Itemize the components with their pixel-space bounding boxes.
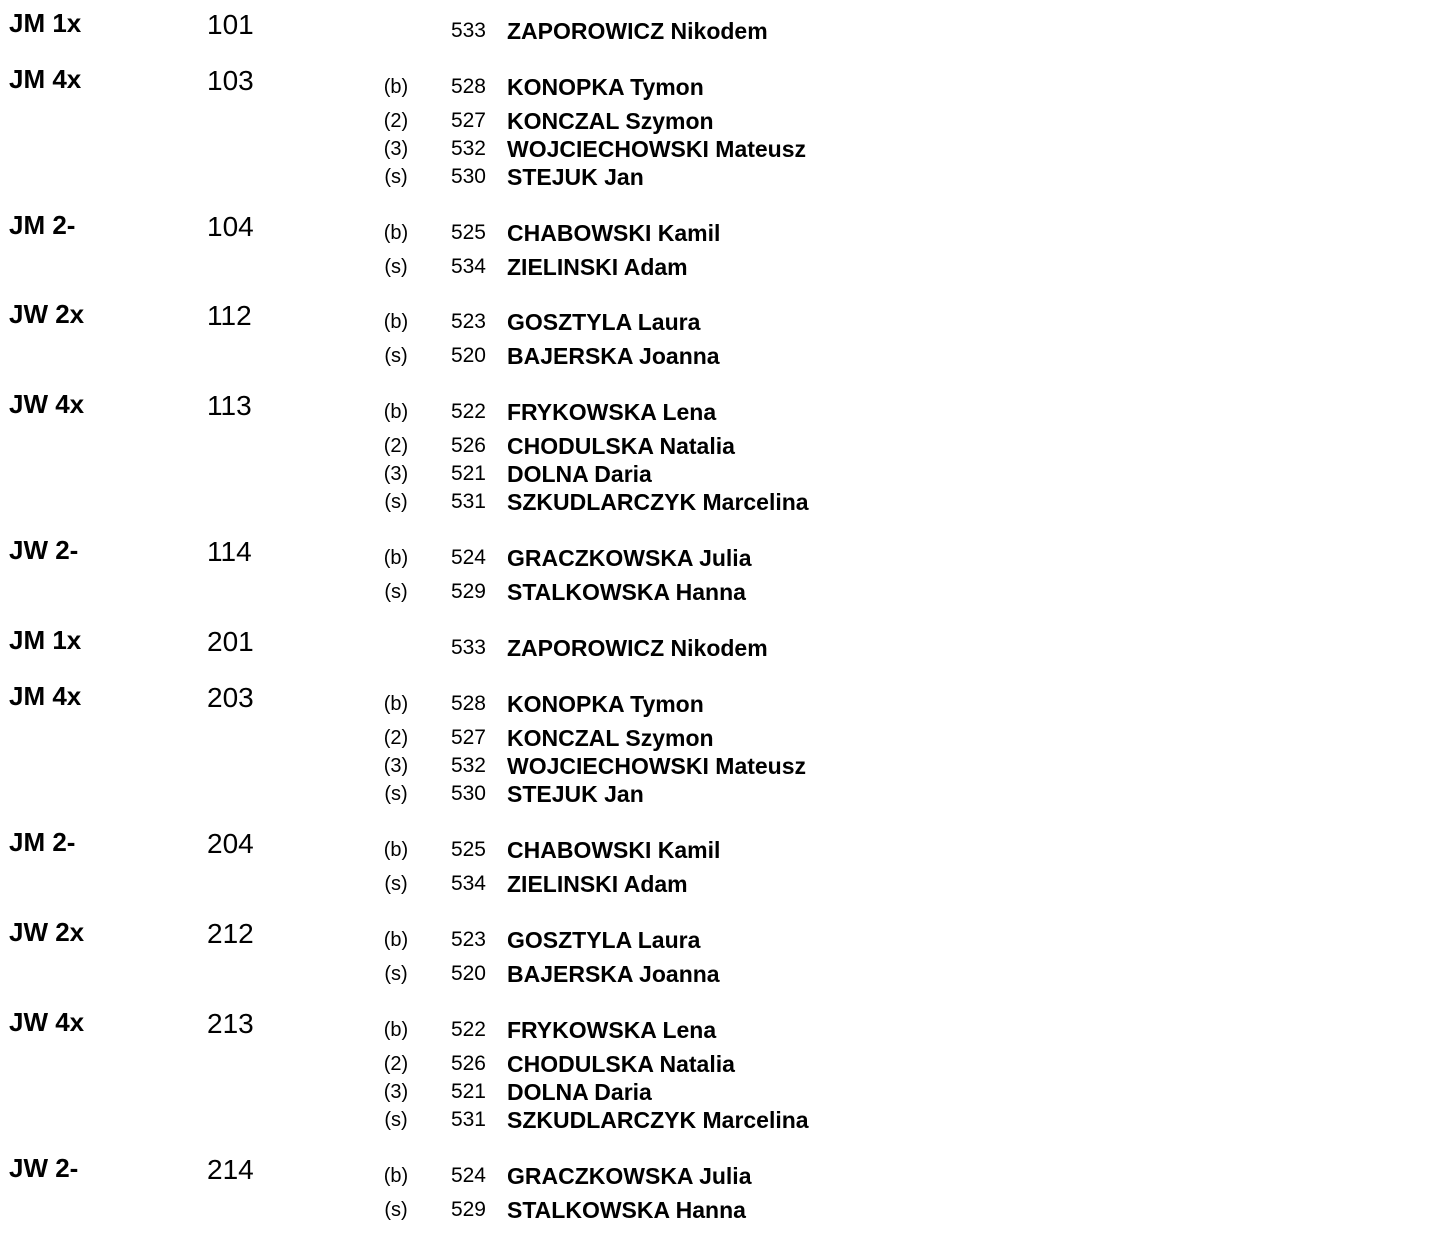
boat-class: JW 2- [9,1153,79,1183]
seat-position: (b) [383,547,409,569]
boat-class: JM 2- [9,827,76,857]
bib-number: 521 [450,1080,486,1103]
seat-position: (b) [383,693,409,715]
rower-name: ZIELINSKI Adam [507,871,688,897]
bib-number: 525 [450,221,486,244]
bib-number: 520 [450,344,486,367]
seat-position: (b) [383,1165,409,1187]
bib-number: 520 [450,962,486,985]
bib-number: 522 [450,400,486,423]
seat-position: (s) [384,1109,408,1131]
seat-position: (2) [383,1053,409,1075]
boat-number: 203 [207,682,254,713]
rower-name: KONCZAL Szymon [507,725,714,751]
rower-name: DOLNA Daria [507,1079,652,1105]
seat-position: (b) [383,222,409,244]
rower-name: DOLNA Daria [507,461,652,487]
seat-position: (3) [383,138,409,160]
seat-position: (s) [384,166,408,188]
bib-number: 528 [450,75,486,98]
rower-name: STEJUK Jan [507,164,644,190]
seat-position: (2) [383,727,409,749]
rower-name: STALKOWSKA Hanna [507,579,746,605]
boat-number: 103 [207,65,254,96]
boat-number: 101 [207,9,254,40]
boat-number: 114 [207,536,252,567]
boat-number: 212 [207,918,254,949]
bib-number: 524 [450,546,486,569]
boat-class: JW 4x [9,1007,85,1037]
bib-number: 530 [450,165,486,188]
boat-number: 204 [207,828,254,859]
bib-number: 528 [450,692,486,715]
boat-class: JM 1x [9,625,82,655]
seat-position: (s) [384,1199,408,1221]
rower-name: KONCZAL Szymon [507,108,714,134]
rower-name: ZIELINSKI Adam [507,254,688,280]
seat-position: (s) [384,491,408,513]
rower-name: ZAPOROWICZ Nikodem [507,18,768,44]
seat-position: (s) [384,783,408,805]
bib-number: 525 [450,838,486,861]
boat-class: JW 2x [9,299,85,329]
bib-number: 534 [450,872,486,895]
seat-position: (2) [383,435,409,457]
rower-name: BAJERSKA Joanna [507,343,720,369]
rower-name: WOJCIECHOWSKI Mateusz [507,136,807,162]
seat-position: (3) [383,1081,409,1103]
bib-number: 526 [450,434,486,457]
seat-position: (s) [384,873,408,895]
seat-position: (s) [384,256,408,278]
boat-class: JM 2- [9,210,76,240]
bib-number: 533 [450,636,486,659]
seat-position: (b) [383,311,409,333]
seat-position: (3) [383,755,409,777]
rower-name: CHABOWSKI Kamil [507,837,721,863]
seat-position: (s) [384,345,408,367]
rower-name: ZAPOROWICZ Nikodem [507,635,768,661]
rower-name: WOJCIECHOWSKI Mateusz [507,753,807,779]
rower-name: CHABOWSKI Kamil [507,220,721,246]
bib-number: 527 [450,109,486,132]
bib-number: 531 [450,490,486,513]
bib-number: 529 [450,580,486,603]
rower-name: KONOPKA Tymon [507,74,704,100]
seat-position: (s) [384,963,408,985]
boat-number: 214 [207,1154,254,1185]
boat-number: 113 [207,390,252,421]
bib-number: 521 [450,462,486,485]
bib-number: 527 [450,726,486,749]
bib-number: 529 [450,1198,486,1221]
seat-position: (2) [383,110,409,132]
seat-position: (s) [384,581,408,603]
seat-position: (b) [383,839,409,861]
rower-name: SZKUDLARCZYK Marcelina [507,1107,809,1133]
rower-name: KONOPKA Tymon [507,691,704,717]
bib-number: 532 [450,754,486,777]
rower-name: GRACZKOWSKA Julia [507,1163,752,1189]
rower-name: STALKOWSKA Hanna [507,1197,746,1223]
bib-number: 526 [450,1052,486,1075]
rower-name: FRYKOWSKA Lena [507,1017,717,1043]
rower-name: SZKUDLARCZYK Marcelina [507,489,809,515]
rower-name: GRACZKOWSKA Julia [507,545,752,571]
bib-number: 524 [450,1164,486,1187]
rower-name: GOSZTYLA Laura [507,309,701,335]
boat-class: JM 1x [9,8,82,38]
seat-position: (b) [383,401,409,423]
bib-number: 533 [450,19,486,42]
boat-class: JW 2x [9,917,85,947]
rower-name: BAJERSKA Joanna [507,961,720,987]
boat-class: JM 4x [9,681,82,711]
boat-class: JW 2- [9,535,79,565]
bib-number: 530 [450,782,486,805]
bib-number: 523 [450,310,486,333]
boat-number: 112 [207,300,252,331]
bib-number: 532 [450,137,486,160]
boat-number: 201 [207,626,254,657]
rower-name: CHODULSKA Natalia [507,433,735,459]
boat-number: 213 [207,1008,254,1039]
bib-number: 523 [450,928,486,951]
boat-class: JW 4x [9,389,85,419]
rower-name: STEJUK Jan [507,781,644,807]
seat-position: (3) [383,463,409,485]
boat-number: 104 [207,211,254,242]
seat-position: (b) [383,1019,409,1041]
seat-position: (b) [383,929,409,951]
rower-name: GOSZTYLA Laura [507,927,701,953]
rower-name: FRYKOWSKA Lena [507,399,717,425]
boat-class: JM 4x [9,64,82,94]
seat-position: (b) [383,76,409,98]
bib-number: 534 [450,255,486,278]
rower-name: CHODULSKA Natalia [507,1051,735,1077]
bib-number: 531 [450,1108,486,1131]
bib-number: 522 [450,1018,486,1041]
